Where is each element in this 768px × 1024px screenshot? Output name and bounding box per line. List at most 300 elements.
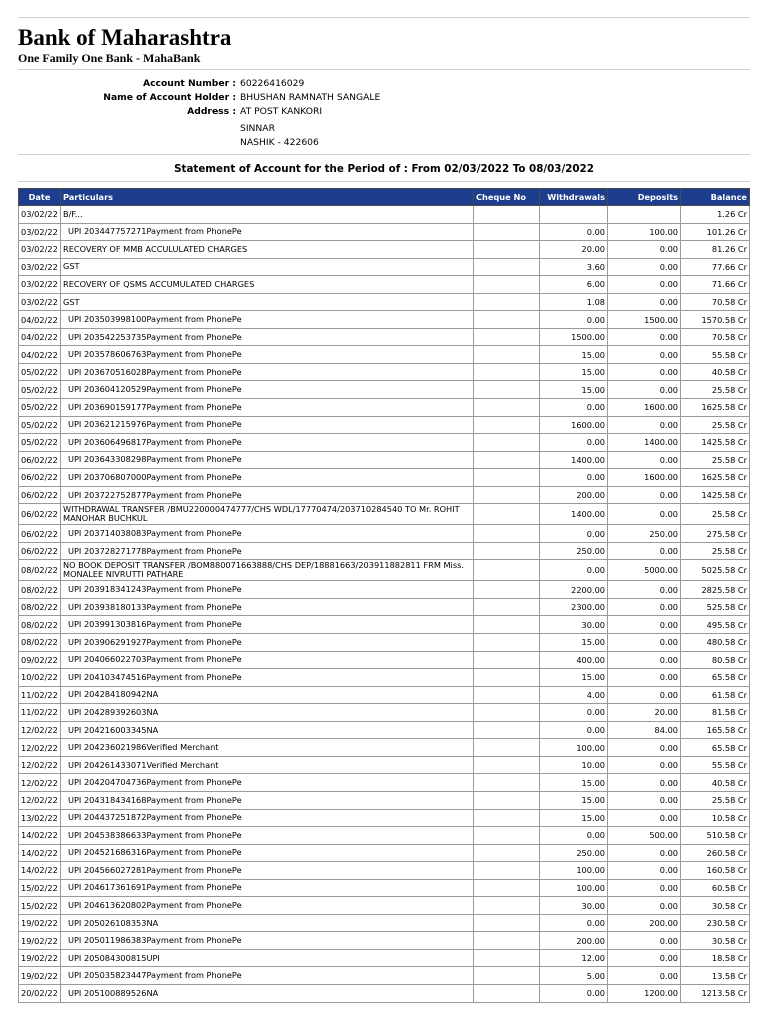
table-row [19, 616, 750, 634]
transaction-date: 03/02/22 [19, 241, 61, 259]
table-row [19, 704, 750, 722]
transaction-balance: 81.58 Cr [681, 704, 750, 722]
transaction-particulars: UPI 204261433071Verified Merchant [61, 756, 474, 774]
table-row [19, 381, 750, 399]
transaction-cheque-no [474, 704, 540, 722]
transaction-date: 04/02/22 [19, 346, 61, 364]
column-header-withdrawals: Withdrawals [540, 189, 608, 206]
transaction-cheque-no [474, 897, 540, 915]
transaction-withdrawal: 200.00 [540, 486, 608, 504]
transaction-withdrawal: 0.00 [540, 721, 608, 739]
transaction-withdrawal: 250.00 [540, 542, 608, 560]
transaction-withdrawal: 0.00 [540, 704, 608, 722]
transaction-deposit: 0.00 [608, 774, 681, 792]
transaction-cheque-no [474, 739, 540, 757]
transaction-withdrawal: 0.00 [540, 469, 608, 487]
table-row [19, 914, 750, 932]
transaction-balance: 25.58 Cr [681, 504, 750, 525]
transaction-balance: 40.58 Cr [681, 774, 750, 792]
transaction-deposit: 0.00 [608, 381, 681, 399]
transaction-deposit: 1400.00 [608, 434, 681, 452]
transaction-particulars: UPI 203706807000Payment from PhonePe [61, 469, 474, 487]
transaction-particulars: UPI 205084300815UPI [61, 949, 474, 967]
table-row [19, 206, 750, 224]
transaction-withdrawal: 100.00 [540, 879, 608, 897]
transaction-balance: 30.58 Cr [681, 897, 750, 915]
transaction-withdrawal: 100.00 [540, 862, 608, 880]
table-row [19, 451, 750, 469]
transaction-deposit: 0.00 [608, 844, 681, 862]
table-row [19, 739, 750, 757]
transaction-deposit: 500.00 [608, 827, 681, 845]
transaction-balance: 1213.58 Cr [681, 984, 750, 1002]
transaction-balance: 18.58 Cr [681, 949, 750, 967]
transaction-particulars: UPI 203670516028Payment from PhonePe [61, 363, 474, 381]
transaction-date: 19/02/22 [19, 949, 61, 967]
transaction-particulars: UPI 204538386633Payment from PhonePe [61, 827, 474, 845]
transaction-withdrawal: 0.00 [540, 984, 608, 1002]
table-row [19, 756, 750, 774]
transaction-cheque-no [474, 686, 540, 704]
transaction-balance: 1625.58 Cr [681, 399, 750, 417]
statement-period-title: Statement of Account for the Period of : From 02/03/2022 To 08/03/2022 [174, 163, 594, 175]
table-row [19, 809, 750, 827]
transaction-particulars: UPI 204216003345NA [61, 721, 474, 739]
transaction-date: 05/02/22 [19, 363, 61, 381]
transaction-date: 05/02/22 [19, 434, 61, 452]
transaction-withdrawal: 15.00 [540, 381, 608, 399]
transaction-deposit: 0.00 [608, 581, 681, 599]
transaction-date: 04/02/22 [19, 311, 61, 329]
transaction-particulars: UPI 204617361691Payment from PhonePe [61, 879, 474, 897]
transaction-cheque-no [474, 241, 540, 259]
account-number-label: Account Number : [142, 78, 236, 89]
transaction-deposit: 0.00 [608, 328, 681, 346]
account-holder-label: Name of Account Holder : [103, 92, 236, 103]
transaction-balance: 2825.58 Cr [681, 581, 750, 599]
transaction-date: 11/02/22 [19, 704, 61, 722]
transaction-cheque-no [474, 258, 540, 276]
transaction-cheque-no [474, 634, 540, 652]
transaction-balance: 1425.58 Cr [681, 486, 750, 504]
table-row [19, 276, 750, 294]
transaction-deposit: 0.00 [608, 739, 681, 757]
transaction-particulars: UPI 203918341243Payment from PhonePe [61, 581, 474, 599]
transaction-cheque-no [474, 560, 540, 581]
transaction-particulars: UPI 204613620802Payment from PhonePe [61, 897, 474, 915]
transaction-cheque-no [474, 581, 540, 599]
transaction-cheque-no [474, 791, 540, 809]
transaction-deposit: 0.00 [608, 363, 681, 381]
transaction-deposit: 100.00 [608, 223, 681, 241]
transaction-cheque-no [474, 293, 540, 311]
transaction-cheque-no [474, 416, 540, 434]
transaction-withdrawal: 2300.00 [540, 598, 608, 616]
transaction-withdrawal: 0.00 [540, 399, 608, 417]
table-row [19, 346, 750, 364]
transaction-withdrawal: 4.00 [540, 686, 608, 704]
transaction-withdrawal: 15.00 [540, 669, 608, 687]
transaction-withdrawal: 0.00 [540, 827, 608, 845]
table-row [19, 560, 750, 581]
transaction-withdrawal: 30.00 [540, 897, 608, 915]
transaction-particulars: GST [61, 293, 474, 311]
table-row [19, 525, 750, 543]
transaction-date: 14/02/22 [19, 844, 61, 862]
transaction-date: 11/02/22 [19, 686, 61, 704]
transaction-balance: 525.58 Cr [681, 598, 750, 616]
transaction-date: 05/02/22 [19, 399, 61, 417]
transaction-withdrawal: 0.00 [540, 311, 608, 329]
transaction-cheque-no [474, 862, 540, 880]
transaction-deposit: 0.00 [608, 241, 681, 259]
transaction-date: 19/02/22 [19, 967, 61, 985]
transaction-date: 06/02/22 [19, 451, 61, 469]
transaction-deposit: 0.00 [608, 756, 681, 774]
address-line-3: NASHIK - 422606 [240, 137, 319, 148]
table-header-row [19, 189, 750, 206]
transaction-particulars: UPI 203728271778Payment from PhonePe [61, 542, 474, 560]
transaction-date: 04/02/22 [19, 328, 61, 346]
transaction-deposit: 0.00 [608, 949, 681, 967]
transaction-withdrawal: 15.00 [540, 634, 608, 652]
transaction-deposit: 200.00 [608, 914, 681, 932]
transaction-date: 05/02/22 [19, 416, 61, 434]
table-row [19, 686, 750, 704]
transaction-particulars: UPI 204236021986Verified Merchant [61, 739, 474, 757]
transaction-balance: 70.58 Cr [681, 328, 750, 346]
column-header-date: Date [19, 189, 61, 206]
top-rule [18, 17, 750, 18]
transaction-deposit: 0.00 [608, 598, 681, 616]
table-row [19, 486, 750, 504]
table-row [19, 223, 750, 241]
transaction-balance: 25.58 Cr [681, 416, 750, 434]
transaction-particulars: WITHDRAWAL TRANSFER /BMU220000474777/CHS WDL/17770474/203710284540 TO Mr. ROHIT MANOHAR BUCHKUL [61, 504, 474, 525]
transaction-balance: 1570.58 Cr [681, 311, 750, 329]
transaction-cheque-no [474, 504, 540, 525]
transaction-balance: 65.58 Cr [681, 669, 750, 687]
transactions-body [19, 206, 750, 1003]
transaction-deposit: 0.00 [608, 616, 681, 634]
transaction-deposit: 0.00 [608, 451, 681, 469]
transaction-balance: 25.58 Cr [681, 791, 750, 809]
table-row [19, 879, 750, 897]
transaction-date: 12/02/22 [19, 791, 61, 809]
transaction-withdrawal: 0.00 [540, 223, 608, 241]
transaction-particulars: UPI 205100889526NA [61, 984, 474, 1002]
transaction-particulars: RECOVERY OF MMB ACCULULATED CHARGES [61, 241, 474, 259]
transaction-particulars: UPI 205035823447Payment from PhonePe [61, 967, 474, 985]
transaction-particulars: UPI 203606496817Payment from PhonePe [61, 434, 474, 452]
transaction-balance: 1425.58 Cr [681, 434, 750, 452]
transaction-cheque-no [474, 844, 540, 862]
transaction-date: 06/02/22 [19, 542, 61, 560]
table-row [19, 791, 750, 809]
transaction-balance: 71.66 Cr [681, 276, 750, 294]
transaction-deposit: 5000.00 [608, 560, 681, 581]
transaction-balance: 101.26 Cr [681, 223, 750, 241]
transaction-cheque-no [474, 381, 540, 399]
transaction-cheque-no [474, 932, 540, 950]
transaction-withdrawal: 15.00 [540, 346, 608, 364]
address-label: Address : [187, 106, 236, 117]
transaction-balance: 510.58 Cr [681, 827, 750, 845]
transaction-particulars: UPI 203542253735Payment from PhonePe [61, 328, 474, 346]
transaction-balance: 70.58 Cr [681, 293, 750, 311]
transaction-withdrawal: 20.00 [540, 241, 608, 259]
transaction-date: 12/02/22 [19, 721, 61, 739]
table-row [19, 774, 750, 792]
transaction-particulars: UPI 203503998100Payment from PhonePe [61, 311, 474, 329]
transaction-cheque-no [474, 598, 540, 616]
transaction-deposit: 0.00 [608, 504, 681, 525]
transaction-date: 20/02/22 [19, 984, 61, 1002]
transaction-particulars: GST [61, 258, 474, 276]
transaction-particulars: UPI 205026108353NA [61, 914, 474, 932]
transaction-balance: 495.58 Cr [681, 616, 750, 634]
transaction-particulars: UPI 204437251872Payment from PhonePe [61, 809, 474, 827]
table-row [19, 862, 750, 880]
transaction-particulars: B/F... [61, 206, 474, 224]
transaction-deposit: 1200.00 [608, 984, 681, 1002]
account-number: 60226416029 [240, 78, 305, 89]
transaction-date: 12/02/22 [19, 774, 61, 792]
transaction-balance: 55.58 Cr [681, 756, 750, 774]
transaction-cheque-no [474, 879, 540, 897]
transaction-deposit: 250.00 [608, 525, 681, 543]
transaction-cheque-no [474, 206, 540, 224]
transaction-particulars: UPI 203991303816Payment from PhonePe [61, 616, 474, 634]
transaction-date: 14/02/22 [19, 827, 61, 845]
transaction-balance: 230.58 Cr [681, 914, 750, 932]
column-header-deposits: Deposits [608, 189, 681, 206]
transaction-date: 13/02/22 [19, 809, 61, 827]
transaction-deposit: 0.00 [608, 486, 681, 504]
address-line-2: SINNAR [240, 123, 275, 134]
transaction-deposit: 0.00 [608, 293, 681, 311]
transaction-date: 06/02/22 [19, 469, 61, 487]
transaction-deposit: 0.00 [608, 967, 681, 985]
transaction-date: 08/02/22 [19, 616, 61, 634]
table-row [19, 241, 750, 259]
table-row [19, 634, 750, 652]
transaction-cheque-no [474, 434, 540, 452]
transaction-balance: 61.58 Cr [681, 686, 750, 704]
transaction-cheque-no [474, 967, 540, 985]
transaction-withdrawal: 0.00 [540, 434, 608, 452]
transaction-balance: 40.58 Cr [681, 363, 750, 381]
transaction-balance: 25.58 Cr [681, 451, 750, 469]
transaction-withdrawal: 200.00 [540, 932, 608, 950]
transaction-withdrawal: 30.00 [540, 616, 608, 634]
transaction-deposit: 1600.00 [608, 469, 681, 487]
transaction-cheque-no [474, 984, 540, 1002]
transaction-date: 15/02/22 [19, 879, 61, 897]
transaction-cheque-no [474, 363, 540, 381]
transaction-withdrawal: 100.00 [540, 739, 608, 757]
table-row [19, 328, 750, 346]
transaction-withdrawal: 15.00 [540, 363, 608, 381]
transaction-deposit: 0.00 [608, 669, 681, 687]
table-row [19, 399, 750, 417]
transaction-cheque-no [474, 525, 540, 543]
transaction-particulars: UPI 203714038083Payment from PhonePe [61, 525, 474, 543]
table-row [19, 967, 750, 985]
transaction-deposit: 0.00 [608, 651, 681, 669]
transaction-withdrawal: 6.00 [540, 276, 608, 294]
table-row [19, 827, 750, 845]
transaction-balance: 260.58 Cr [681, 844, 750, 862]
transaction-date: 12/02/22 [19, 756, 61, 774]
transaction-balance: 65.58 Cr [681, 739, 750, 757]
table-row [19, 469, 750, 487]
transaction-deposit: 0.00 [608, 879, 681, 897]
transaction-balance: 165.58 Cr [681, 721, 750, 739]
transaction-balance: 1625.58 Cr [681, 469, 750, 487]
transaction-particulars: UPI 203722752877Payment from PhonePe [61, 486, 474, 504]
transaction-particulars: UPI 204103474516Payment from PhonePe [61, 669, 474, 687]
table-row [19, 363, 750, 381]
transaction-date: 06/02/22 [19, 486, 61, 504]
transaction-particulars: UPI 203621215976Payment from PhonePe [61, 416, 474, 434]
transactions-table [18, 188, 750, 1003]
transaction-deposit: 0.00 [608, 258, 681, 276]
transaction-particulars: UPI 203690159177Payment from PhonePe [61, 399, 474, 417]
transaction-particulars: UPI 203906291927Payment from PhonePe [61, 634, 474, 652]
transaction-cheque-no [474, 469, 540, 487]
table-row [19, 293, 750, 311]
transaction-particulars: RECOVERY OF QSMS ACCUMULATED CHARGES [61, 276, 474, 294]
transaction-date: 05/02/22 [19, 381, 61, 399]
table-row [19, 434, 750, 452]
transaction-withdrawal: 15.00 [540, 809, 608, 827]
transaction-particulars: UPI 204066022703Payment from PhonePe [61, 651, 474, 669]
transaction-deposit: 84.00 [608, 721, 681, 739]
transaction-withdrawal: 5.00 [540, 967, 608, 985]
transaction-withdrawal: 1600.00 [540, 416, 608, 434]
transaction-deposit: 20.00 [608, 704, 681, 722]
table-row [19, 669, 750, 687]
transaction-date: 14/02/22 [19, 862, 61, 880]
transaction-deposit: 1600.00 [608, 399, 681, 417]
transaction-deposit: 0.00 [608, 634, 681, 652]
transaction-balance: 5025.58 Cr [681, 560, 750, 581]
transaction-balance: 60.58 Cr [681, 879, 750, 897]
transaction-balance: 30.58 Cr [681, 932, 750, 950]
transaction-withdrawal: 0.00 [540, 560, 608, 581]
bank-tagline: One Family One Bank - MahaBank [18, 51, 201, 65]
table-row [19, 416, 750, 434]
transaction-deposit: 0.00 [608, 276, 681, 294]
transaction-withdrawal: 250.00 [540, 844, 608, 862]
transaction-date: 03/02/22 [19, 206, 61, 224]
transaction-balance: 77.66 Cr [681, 258, 750, 276]
transaction-balance: 160.58 Cr [681, 862, 750, 880]
transaction-deposit: 0.00 [608, 932, 681, 950]
transaction-cheque-no [474, 616, 540, 634]
transaction-cheque-no [474, 542, 540, 560]
table-row [19, 721, 750, 739]
transaction-cheque-no [474, 451, 540, 469]
transaction-balance: 275.58 Cr [681, 525, 750, 543]
transaction-deposit: 0.00 [608, 791, 681, 809]
transaction-withdrawal: 1.08 [540, 293, 608, 311]
transaction-withdrawal: 1400.00 [540, 451, 608, 469]
transaction-date: 03/02/22 [19, 276, 61, 294]
transaction-withdrawal: 2200.00 [540, 581, 608, 599]
transaction-particulars: UPI 203938180133Payment from PhonePe [61, 598, 474, 616]
transaction-withdrawal [540, 206, 608, 224]
transaction-balance: 80.58 Cr [681, 651, 750, 669]
transaction-cheque-no [474, 949, 540, 967]
table-row [19, 897, 750, 915]
transaction-cheque-no [474, 328, 540, 346]
transaction-particulars: UPI 203447757271Payment from PhonePe [61, 223, 474, 241]
transaction-cheque-no [474, 669, 540, 687]
transaction-cheque-no [474, 223, 540, 241]
transaction-balance: 1.26 Cr [681, 206, 750, 224]
transaction-withdrawal: 0.00 [540, 914, 608, 932]
transaction-date: 08/02/22 [19, 560, 61, 581]
transaction-date: 08/02/22 [19, 634, 61, 652]
column-header-particulars: Particulars [61, 189, 474, 206]
transaction-date: 19/02/22 [19, 914, 61, 932]
transaction-balance: 25.58 Cr [681, 381, 750, 399]
table-row [19, 598, 750, 616]
table-row [19, 311, 750, 329]
transaction-withdrawal: 1500.00 [540, 328, 608, 346]
table-row [19, 844, 750, 862]
table-row [19, 949, 750, 967]
transaction-cheque-no [474, 399, 540, 417]
transaction-withdrawal: 15.00 [540, 791, 608, 809]
account-holder: BHUSHAN RAMNATH SANGALE [240, 92, 381, 103]
table-row [19, 984, 750, 1002]
transaction-balance: 10.58 Cr [681, 809, 750, 827]
transaction-particulars: NO BOOK DEPOSIT TRANSFER /BOM880071663888/CHS DEP/18881663/203911882811 FRM Miss. MONALEE NIVRUTTI PATHARE [61, 560, 474, 581]
transaction-cheque-no [474, 827, 540, 845]
transaction-particulars: UPI 205011986383Payment from PhonePe [61, 932, 474, 950]
transaction-deposit: 0.00 [608, 809, 681, 827]
transaction-balance: 55.58 Cr [681, 346, 750, 364]
header-rule [18, 69, 750, 70]
table-row [19, 581, 750, 599]
transaction-cheque-no [474, 486, 540, 504]
transaction-withdrawal: 0.00 [540, 525, 608, 543]
period-rule [18, 181, 750, 182]
transaction-cheque-no [474, 914, 540, 932]
bank-name: Bank of Maharashtra [18, 25, 232, 50]
transaction-deposit: 1500.00 [608, 311, 681, 329]
transaction-deposit: 0.00 [608, 897, 681, 915]
info-rule [18, 154, 750, 155]
transaction-particulars: UPI 204284180942NA [61, 686, 474, 704]
transaction-date: 09/02/22 [19, 651, 61, 669]
transaction-deposit: 0.00 [608, 346, 681, 364]
transaction-date: 06/02/22 [19, 504, 61, 525]
transaction-balance: 13.58 Cr [681, 967, 750, 985]
transaction-cheque-no [474, 346, 540, 364]
table-row [19, 542, 750, 560]
transaction-deposit [608, 206, 681, 224]
transaction-balance: 480.58 Cr [681, 634, 750, 652]
transaction-deposit: 0.00 [608, 686, 681, 704]
table-row [19, 932, 750, 950]
column-header-balance: Balance [681, 189, 750, 206]
transaction-withdrawal: 12.00 [540, 949, 608, 967]
transaction-withdrawal: 3.60 [540, 258, 608, 276]
